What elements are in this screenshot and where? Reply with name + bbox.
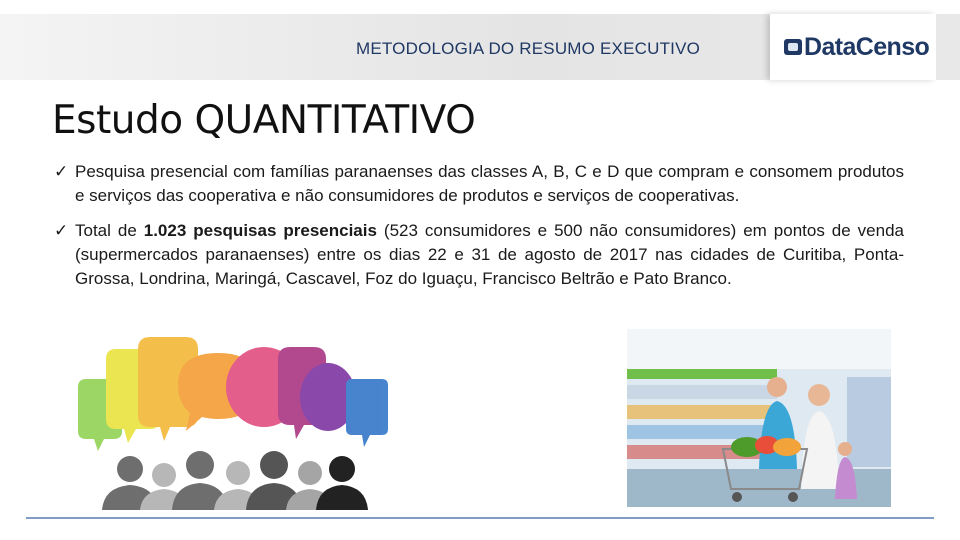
bullet-item: [54, 219, 904, 291]
speech-bubbles: [78, 337, 388, 451]
bottom-divider: [26, 517, 934, 519]
bullet-item: [54, 160, 904, 208]
people-silhouettes: [102, 451, 368, 510]
bullet-list: [54, 160, 904, 302]
supermarket-shopping-photo: [627, 329, 891, 507]
bullet-text: Pesquisa presencial com famílias paranaenses das classes A, B, C e D que compram e consomem produtos e serviços das cooperativa e não consumidores de produtos e serviços de cooperativas.: [75, 162, 904, 205]
logo-mark-icon: [784, 39, 802, 55]
bullet-text-lead: Total de: [75, 221, 144, 240]
people-speech-bubbles-illustration: [78, 335, 388, 510]
bullet-text-bold: 1.023 pesquisas presenciais: [143, 221, 377, 240]
check-icon: ✓: [54, 162, 69, 182]
header-title: METODOLOGIA DO RESUMO EXECUTIVO: [356, 39, 701, 58]
page-title: Estudo QUANTITATIVO: [52, 98, 476, 143]
check-icon: ✓: [54, 221, 69, 241]
header-right-strip: [936, 14, 960, 80]
logo-text: DataCenso: [804, 33, 930, 61]
bullet-text-rest: (523 consumidores e 500 não consumidores) em pontos de venda (supermercados paranaenses) entre os dias 22 e 31 de agosto de 2017 nas cidades de Curitiba, Ponta-Grossa, Londrina, Maringá, Cascavel, Foz do Iguaçu, Francisco Beltrão e Pato Branco.: [75, 221, 904, 288]
logo: [770, 14, 936, 80]
